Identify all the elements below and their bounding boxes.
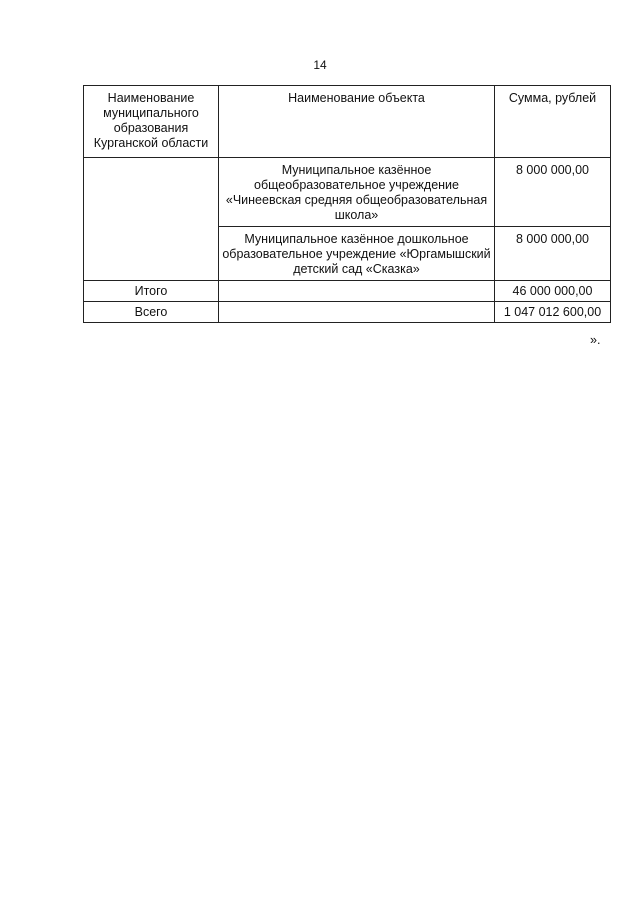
subtotal-object: [219, 281, 495, 302]
total-object: [219, 302, 495, 323]
header-amount: Сумма, рублей: [495, 86, 611, 158]
closing-quote-mark: ».: [590, 333, 601, 347]
page-number: 14: [313, 58, 327, 72]
total-row: [84, 302, 611, 323]
cell-amount: 8 000 000,00: [495, 227, 611, 281]
cell-object: Муниципальное казённое общеобразовательное учреждение «Чинеевская средняя общеобразовательная школа»: [219, 158, 495, 227]
header-object: Наименование объекта: [219, 86, 495, 158]
subtotal-amount: 46 000 000,00: [495, 281, 611, 302]
cell-municipality: [84, 158, 219, 281]
cell-amount: 8 000 000,00: [495, 158, 611, 227]
total-amount: 1 047 012 600,00: [495, 302, 611, 323]
header-municipality: Наименование муниципального образования Курганской области: [84, 86, 219, 158]
total-label: Всего: [84, 302, 219, 323]
table-row: [84, 158, 611, 227]
subtotal-label: Итого: [84, 281, 219, 302]
table-header-row: [84, 86, 611, 158]
subtotal-row: [84, 281, 611, 302]
funding-table: [83, 85, 611, 323]
cell-object: Муниципальное казённое дошкольное образовательное учреждение «Юргамышский детский сад «Сказка»: [219, 227, 495, 281]
